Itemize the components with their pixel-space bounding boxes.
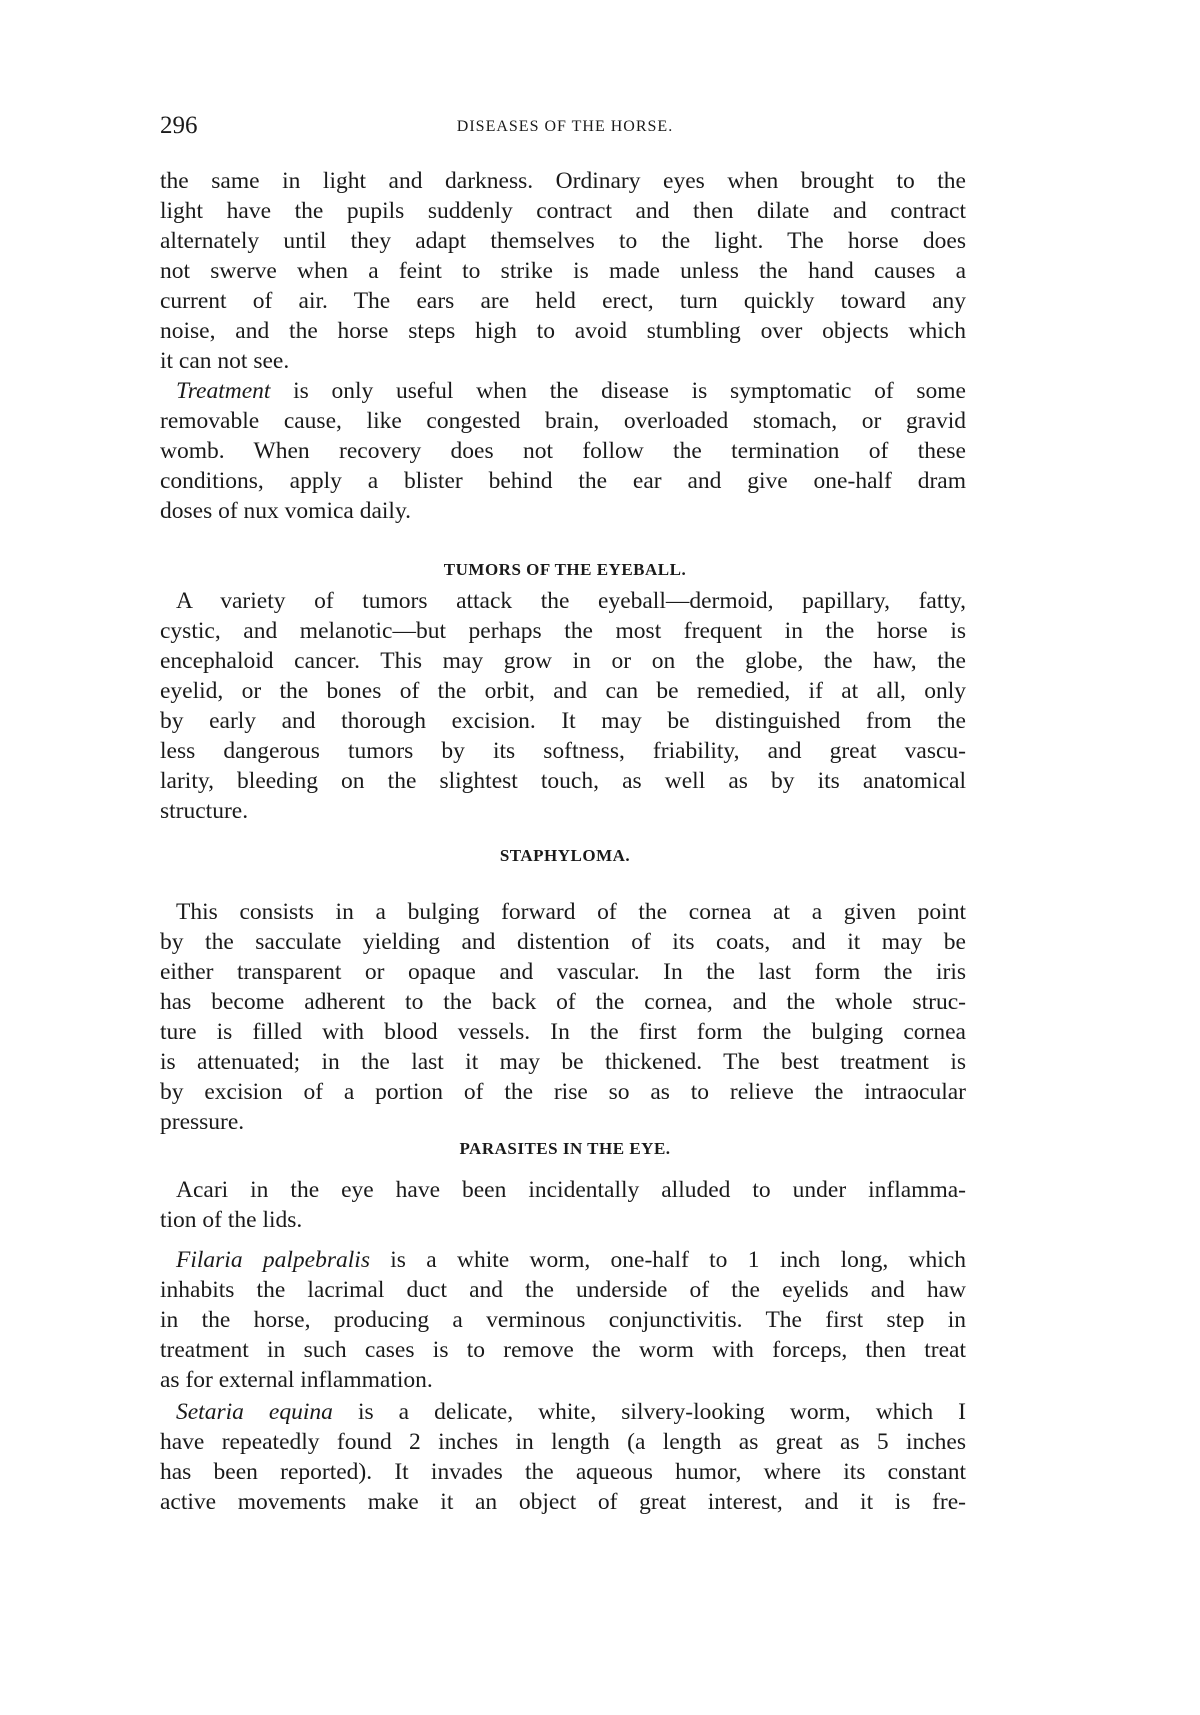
- line-text: treatment in such cases is to remove the worm with forceps, then treat: [160, 1337, 966, 1363]
- line-text: womb. When recovery does not follow the termination of these: [160, 438, 966, 464]
- line-text: pressure.: [160, 1109, 245, 1135]
- text-line: [160, 287, 966, 315]
- text-line: [176, 1398, 966, 1426]
- text-line: [160, 1488, 966, 1516]
- text-line: [160, 1276, 966, 1304]
- line-text: it can not see.: [160, 348, 290, 374]
- line-text: as for external inflammation.: [160, 1367, 433, 1393]
- line-text: has been reported). It invades the aqueous humor, where its constant: [160, 1459, 966, 1485]
- text-line: [176, 898, 966, 926]
- line-text: in the horse, producing a verminous conjunctivitis. The first step in: [160, 1307, 966, 1333]
- text-line: [160, 1018, 966, 1046]
- text-line: [176, 1176, 966, 1204]
- text-line: [160, 707, 966, 735]
- heading-parasites-in-the-eye: PARASITES IN THE EYE.: [459, 1139, 671, 1158]
- line-text: the same in light and darkness. Ordinary eyes when brought to the: [160, 168, 966, 194]
- text-line: [160, 1206, 966, 1234]
- line-text: This consists in a bulging forward of the cornea at a given point: [176, 899, 966, 925]
- line-text: cystic, and melanotic—but perhaps the most frequent in the horse is: [160, 618, 966, 644]
- text-line: [160, 617, 966, 645]
- line-text: noise, and the horse steps high to avoid stumbling over objects which: [160, 318, 966, 344]
- line-text: have repeatedly found 2 inches in length (a length as great as 5 inches: [160, 1429, 966, 1455]
- text-line: [160, 257, 966, 285]
- italic-term: Filaria palpebralis: [176, 1247, 370, 1273]
- heading-tumors-of-the-eyeball: TUMORS OF THE EYEBALL.: [443, 560, 687, 579]
- text-line: [160, 737, 966, 765]
- text-line: [160, 988, 966, 1016]
- line-text: either transparent or opaque and vascular. In the last form the iris: [160, 959, 966, 985]
- line-text: tion of the lids.: [160, 1207, 303, 1233]
- text-line: [160, 1458, 966, 1486]
- line-text: not swerve when a feint to strike is made unless the hand causes a: [160, 258, 966, 284]
- line-text: ture is filled with blood vessels. In the first form the bulging cornea: [160, 1019, 966, 1045]
- line-text: conditions, apply a blister behind the ear and give one-half dram: [160, 468, 966, 494]
- line-text: has become adherent to the back of the cornea, and the whole struc-: [160, 989, 966, 1015]
- text-line: [160, 197, 966, 225]
- text-line: [160, 1108, 966, 1136]
- text-line: [176, 587, 966, 615]
- line-text: less dangerous tumors by its softness, friability, and great vascu-: [160, 738, 966, 764]
- text-line: [160, 1336, 966, 1364]
- italic-term: Treatment: [176, 378, 271, 404]
- text-line: [160, 347, 966, 375]
- line-text: is attenuated; in the last it may be thickened. The best treatment is: [160, 1049, 966, 1075]
- line-text: inhabits the lacrimal duct and the underside of the eyelids and haw: [160, 1277, 966, 1303]
- line-text: encephaloid cancer. This may grow in or on the globe, the haw, the: [160, 648, 966, 674]
- text-line: [160, 467, 966, 495]
- text-line: [160, 1048, 966, 1076]
- text-line: [176, 377, 966, 405]
- line-text: structure.: [160, 798, 249, 824]
- line-text: doses of nux vomica daily.: [160, 498, 412, 524]
- text-line: [160, 227, 966, 255]
- text-line: [176, 1246, 966, 1274]
- text-line: [160, 407, 966, 435]
- text-line: [160, 1428, 966, 1456]
- line-text: Acari in the eye have been incidentally alluded to under inflamma-: [176, 1177, 966, 1203]
- text-line: [160, 958, 966, 986]
- text-line: [160, 167, 966, 195]
- text-line: [160, 317, 966, 345]
- text-line: [160, 647, 966, 675]
- line-text: is a delicate, white, silvery-looking worm, which I: [332, 1399, 966, 1425]
- line-text: A variety of tumors attack the eyeball—dermoid, papillary, fatty,: [176, 588, 966, 614]
- line-text: light have the pupils suddenly contract and then dilate and contract: [160, 198, 966, 224]
- line-text: active movements make it an object of great interest, and it is fre-: [160, 1489, 966, 1515]
- line-text: by the sacculate yielding and distention of its coats, and it may be: [160, 929, 966, 955]
- line-text: by early and thorough excision. It may be distinguished from the: [160, 708, 966, 734]
- line-text: is only useful when the disease is symptomatic of some: [270, 378, 966, 404]
- page-number: 296: [160, 112, 198, 139]
- line-text: eyelid, or the bones of the orbit, and can be remedied, if at all, only: [160, 678, 966, 704]
- text-line: [160, 928, 966, 956]
- text-line: [160, 797, 966, 825]
- text-line: [160, 1306, 966, 1334]
- text-line: [160, 767, 966, 795]
- line-text: removable cause, like congested brain, overloaded stomach, or gravid: [160, 408, 966, 434]
- line-text: alternately until they adapt themselves to the light. The horse does: [160, 228, 966, 254]
- running-head: DISEASES OF THE HORSE.: [456, 118, 674, 135]
- text-line: [160, 1366, 966, 1394]
- text-line: [160, 677, 966, 705]
- heading-staphyloma: STAPHYLOMA.: [499, 846, 631, 865]
- text-line: [160, 497, 966, 525]
- text-line: [160, 437, 966, 465]
- line-text: is a white worm, one-half to 1 inch long, which: [369, 1247, 966, 1273]
- line-text: by excision of a portion of the rise so as to relieve the intraocular: [160, 1079, 966, 1105]
- line-text: current of air. The ears are held erect, turn quickly toward any: [160, 288, 966, 314]
- line-text: larity, bleeding on the slightest touch, as well as by its anatomical: [160, 768, 966, 794]
- text-line: [160, 1078, 966, 1106]
- italic-term: Setaria equina: [176, 1399, 333, 1425]
